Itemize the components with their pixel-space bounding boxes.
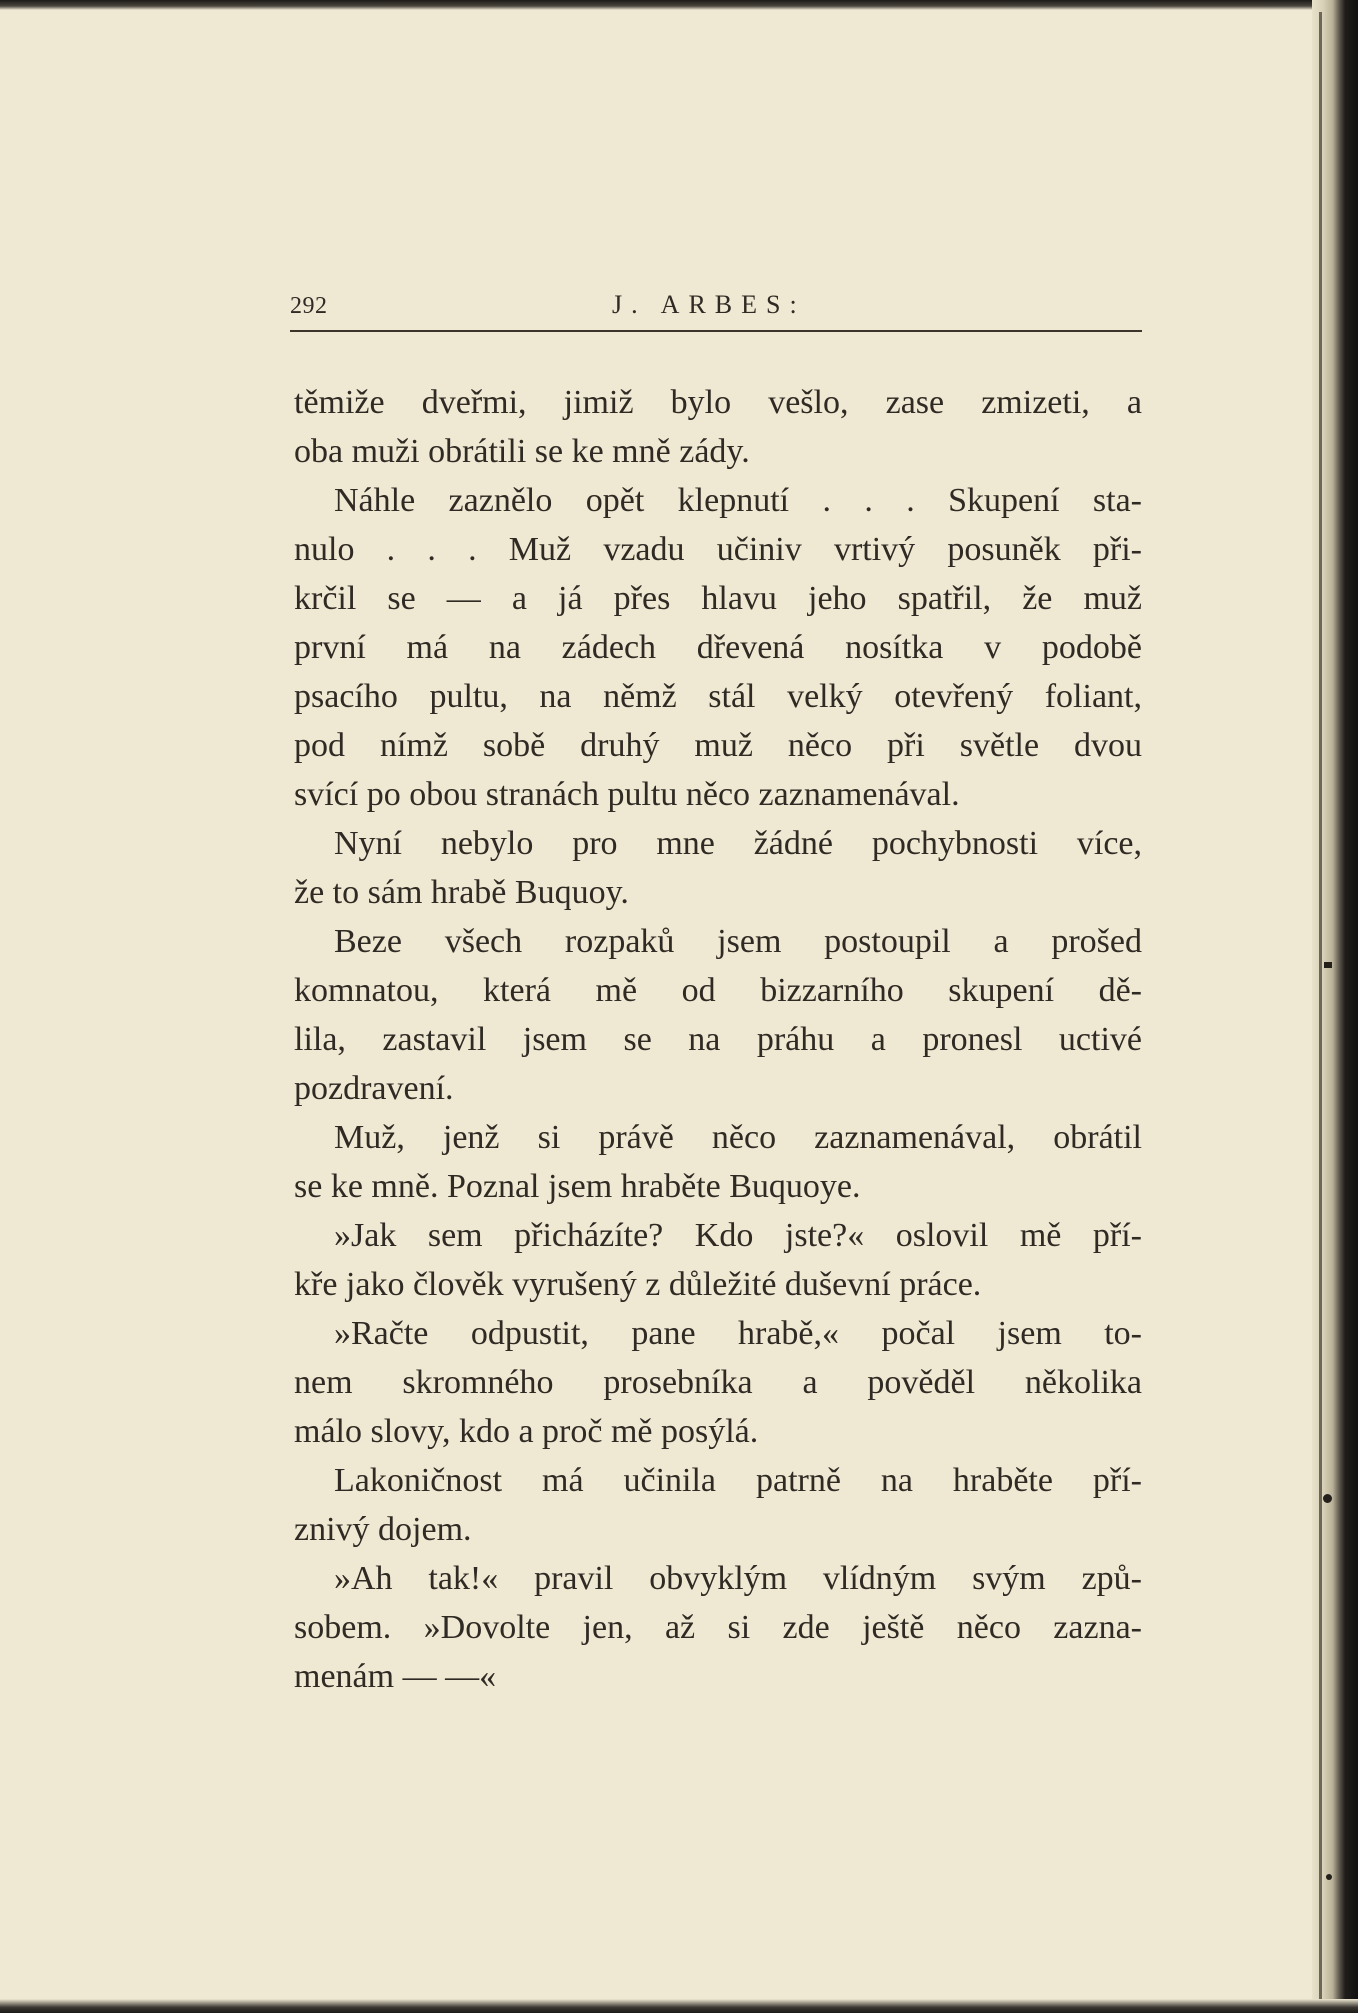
text-line: Muž, jenž si právě něco zaznamenával, obrátil <box>334 1119 1142 1156</box>
gutter-mark-3 <box>1326 1874 1332 1880</box>
text-line: »Jak sem přicházíte? Kdo jste?« oslovil mě pří- <box>334 1217 1142 1254</box>
text-line: že to sám hrabě Buquoy. <box>294 874 629 911</box>
text-line: se ke mně. Poznal jsem hraběte Buquoye. <box>294 1168 861 1205</box>
page-number: 292 <box>290 293 328 319</box>
gutter-mark-2 <box>1323 1494 1332 1503</box>
text-line: komnatou, která mě od bizzarního skupení dě- <box>294 972 1142 1009</box>
text-line: Nyní nebylo pro mne žádné pochybnosti více, <box>334 825 1142 862</box>
text-line: těmiže dveřmi, jimiž bylo vešlo, zase zmizeti, a <box>294 384 1142 421</box>
text-line: lila, zastavil jsem se na práhu a pronesl uctivé <box>294 1021 1142 1058</box>
running-head-author: J. ARBES: <box>612 290 806 319</box>
text-line: nem skromného prosebníka a pověděl několika <box>294 1364 1142 1401</box>
text-line: oba muži obrátili se ke mně zády. <box>294 433 750 470</box>
text-line: krčil se — a já přes hlavu jeho spatřil, že muž <box>294 580 1142 617</box>
text-line: málo slovy, kdo a proč mě posýlá. <box>294 1413 759 1450</box>
text-line: svící po obou stranách pultu něco zaznamenával. <box>294 776 960 813</box>
running-head <box>290 290 1142 334</box>
text-line: znivý dojem. <box>294 1511 472 1548</box>
text-line: pozdravení. <box>294 1070 454 1107</box>
text-line: Náhle zaznělo opět klepnutí . . . Skupení sta- <box>334 482 1142 519</box>
book-gutter-line <box>1319 12 1322 2002</box>
text-line: menám — —« <box>294 1658 497 1695</box>
text-line: sobem. »Dovolte jen, až si zde ještě něco zazna- <box>294 1609 1142 1646</box>
header-rule <box>290 330 1142 332</box>
text-line: Beze všech rozpaků jsem postoupil a prošed <box>334 923 1142 960</box>
text-line: »Račte odpustit, pane hrabě,« počal jsem to- <box>334 1315 1142 1352</box>
text-line: kře jako člověk vyrušený z důležité duševní práce. <box>294 1266 982 1303</box>
gutter-mark-1 <box>1324 962 1332 968</box>
text-line: nulo . . . Muž vzadu učiniv vrtivý posuněk při- <box>294 531 1142 568</box>
page-bottom-edge <box>0 1999 1358 2013</box>
text-line: »Ah tak!« pravil obvyklým vlídným svým způ- <box>334 1560 1142 1597</box>
text-line: psacího pultu, na němž stál velký otevřený foliant, <box>294 678 1142 715</box>
text-line: pod nímž sobě druhý muž něco při světle dvou <box>294 727 1142 764</box>
text-line: první má na zádech dřevená nosítka v podobě <box>294 629 1142 666</box>
page-top-edge <box>0 0 1358 10</box>
text-line: Lakoničnost má učinila patrně na hraběte pří- <box>334 1462 1142 1499</box>
body-text <box>294 378 1142 1701</box>
